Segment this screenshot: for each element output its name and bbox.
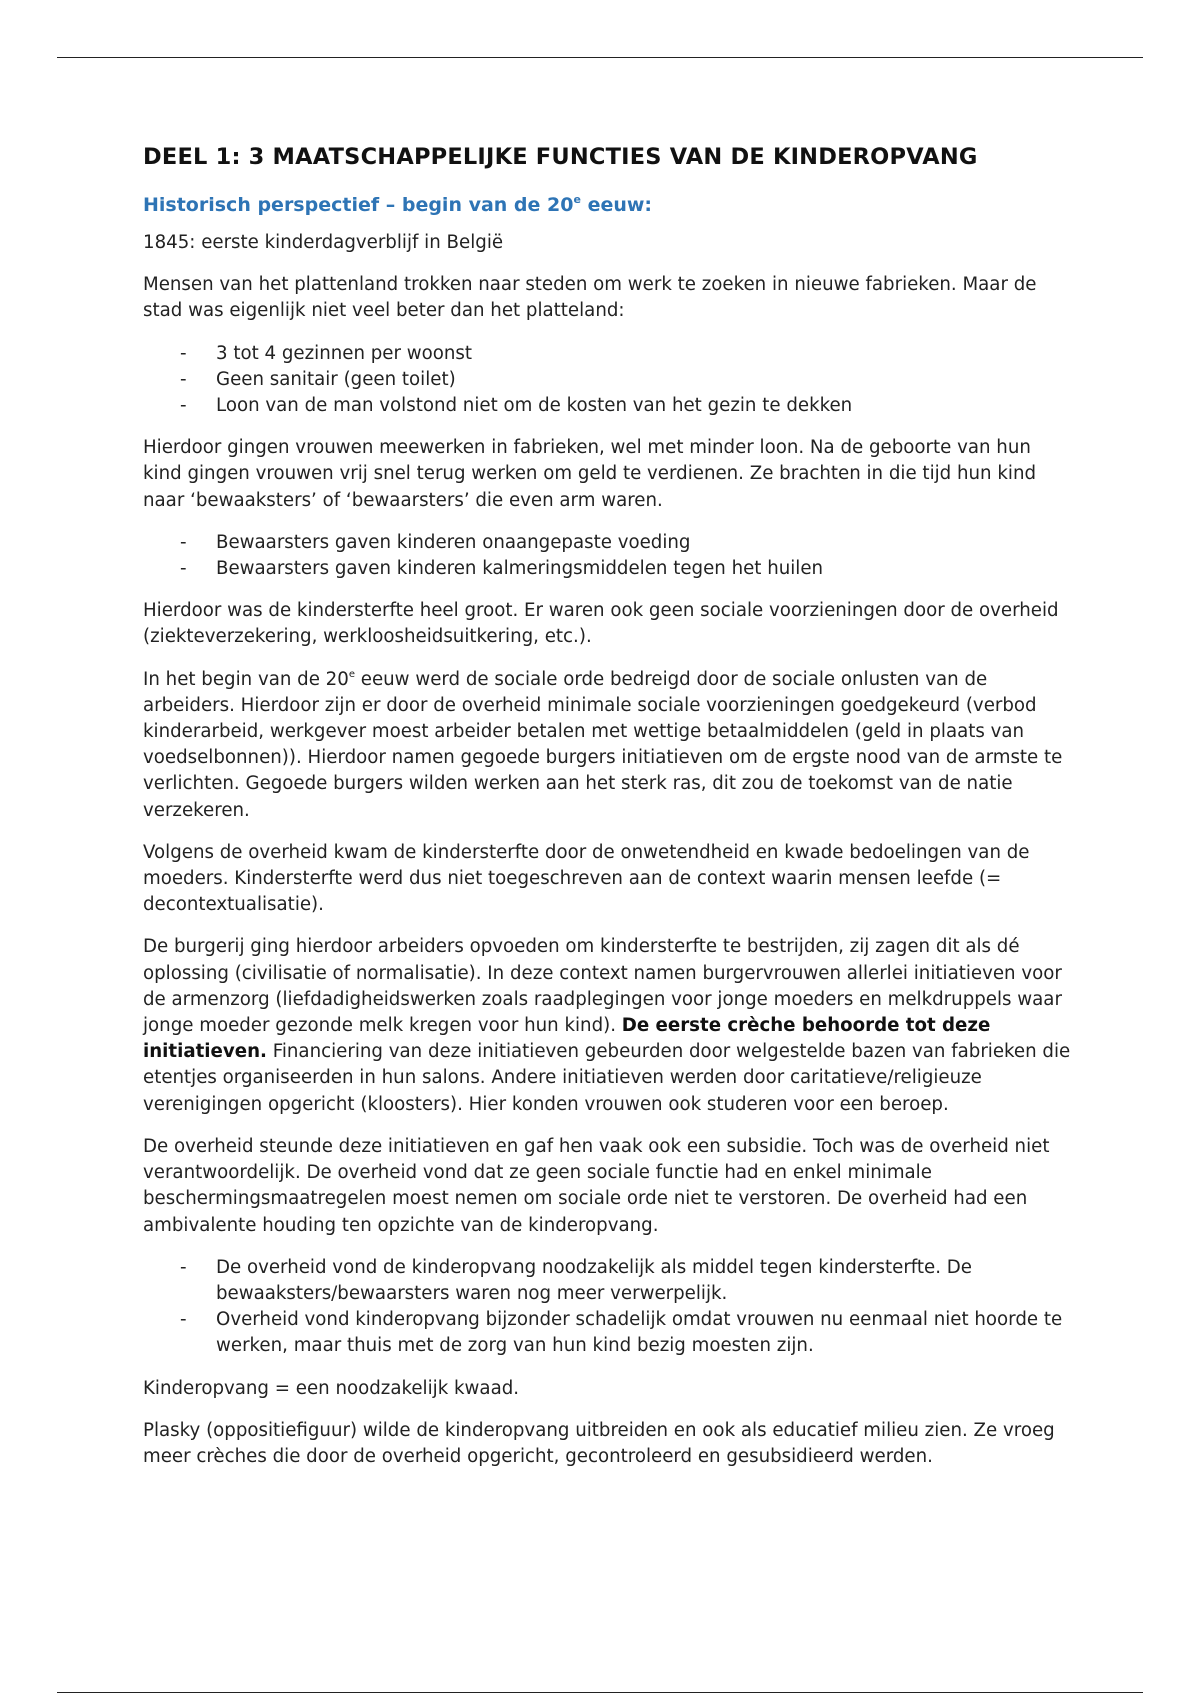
header-rule: [57, 57, 1143, 58]
list-city-conditions: [143, 341, 1073, 420]
list-item: - Geen sanitair (geen toilet): [180, 368, 456, 390]
paragraph-necessary-evil: Kinderopvang = een noodzakelijk kwaad.: [143, 1377, 520, 1399]
list-item: - 3 tot 4 gezinnen per woonst: [180, 342, 473, 364]
paragraph-plasky: Plasky (oppositiefiguur) wilde de kinderopvang uitbreiden en ook als educatief milieu zien. Ze vroeg meer crèches die door de overheid opgericht, gecontroleerd en gesubsidieerd werden.: [143, 1419, 1055, 1467]
subsection-heading: Historisch perspectief – begin van de 20e eeuw:: [143, 193, 653, 216]
paragraph-women-work: Hierdoor gingen vrouwen meewerken in fabrieken, wel met minder loon. Na de geboorte van hun kind gingen vrouwen vrij snel terug werken om geld te verdienen. Ze brachten in die tijd hun kind naar ‘bewaaksters’ of ‘bewaarsters’ die even arm waren.: [143, 437, 1037, 511]
list-caretakers: [143, 530, 1073, 582]
paragraph-bourgeoisie: De burgerij ging hierdoor arbeiders opvoeden om kindersterfte te bestrijden, zij zagen dit als dé oplossing (civilisatie of normalisatie). In deze context namen burgervrouwen allerlei initiatieven voor de armenzorg (liefdadigheidswerken zoals raadplegingen voor jonge moeders en melkdruppels waar jonge moeder gezonde melk kregen voor hun kind). De eerste crèche behoorde tot deze initiatieven. Financiering van deze initiatieven gebeurden door welgestelde bazen van fabrieken die etentjes organiseerden in hun salons. Andere initiatieven werden door caritatieve/religieuze verenigingen opgericht (kloosters). Hier konden vrouwen ook studeren voor een beroep.: [143, 936, 1071, 1115]
document-body: [143, 140, 1073, 1486]
bold-statement: De eerste crèche behoorde tot deze initiatieven.: [143, 1015, 991, 1063]
list-item: - Overheid vond kinderopvang bijzonder schadelijk omdat vrouwen nu eenmaal niet hoorde te werken, maar thuis met de zorg van hun kind bezig moesten zijn.: [180, 1309, 1063, 1357]
list-item: - Bewaarsters gaven kinderen kalmeringsmiddelen tegen het huilen: [180, 558, 824, 580]
paragraph-child-mortality: Hierdoor was de kindersterfte heel groot. Er waren ook geen sociale voorzieningen door de overheid (ziekteverzekering, werkloosheidsuitkering, etc.).: [143, 600, 1059, 648]
list-item: - Loon van de man volstond niet om de kosten van het gezin te dekken: [180, 395, 853, 417]
list-item: - Bewaarsters gaven kinderen onaangepaste voeding: [180, 531, 691, 553]
paragraph-government: De overheid steunde deze initiatieven en gaf hen vaak ook een subsidie. Toch was de overheid niet verantwoordelijk. De overheid vond dat ze geen sociale functie had en enkel minimale beschermingsmaatregelen moest nemen om sociale orde niet te verstoren. De overheid had een ambivalente houding ten opzichte van de kinderopvang.: [143, 1135, 1050, 1236]
list-ambivalence: [143, 1255, 1073, 1360]
paragraph-1845: 1845: eerste kinderdagverblijf in België: [143, 232, 504, 253]
paragraph-decontextualisation: Volgens de overheid kwam de kindersterfte door de onwetendheid en kwade bedoelingen van de moeders. Kindersterfte werd dus niet toegeschreven aan de context waarin mensen leefde (= decontextualisatie).: [143, 841, 1030, 916]
paragraph-migration: Mensen van het plattenland trokken naar steden om werk te zoeken in nieuwe fabrieken. Maar de stad was eigenlijk niet veel beter dan het platteland:: [143, 274, 1037, 322]
footer-rule: [57, 1692, 1143, 1693]
paragraph-social-order: In het begin van de 20e eeuw werd de sociale orde bedreigd door de sociale onlusten van de arbeiders. Hierdoor zijn er door de overheid minimale sociale voorzieningen goedgekeurd (verbod kinderarbeid, werkgever moest arbeider betalen met wettige betaalmiddelen (geld in plaats van voedselbonnen)). Hierdoor namen gegoede burgers initiatieven om de ergste nood van de armste te verlichten. Gegoede burgers wilden werken aan het sterk ras, dit zou de toekomst van de natie verzekeren.: [143, 668, 1063, 821]
list-item: - De overheid vond de kinderopvang noodzakelijk als middel tegen kindersterfte. De bewaaksters/bewaarsters waren nog meer verwerpelijk.: [180, 1256, 972, 1304]
section-heading: DEEL 1: 3 MAATSCHAPPELIJKE FUNCTIES VAN DE KINDEROPVANG: [143, 144, 978, 170]
